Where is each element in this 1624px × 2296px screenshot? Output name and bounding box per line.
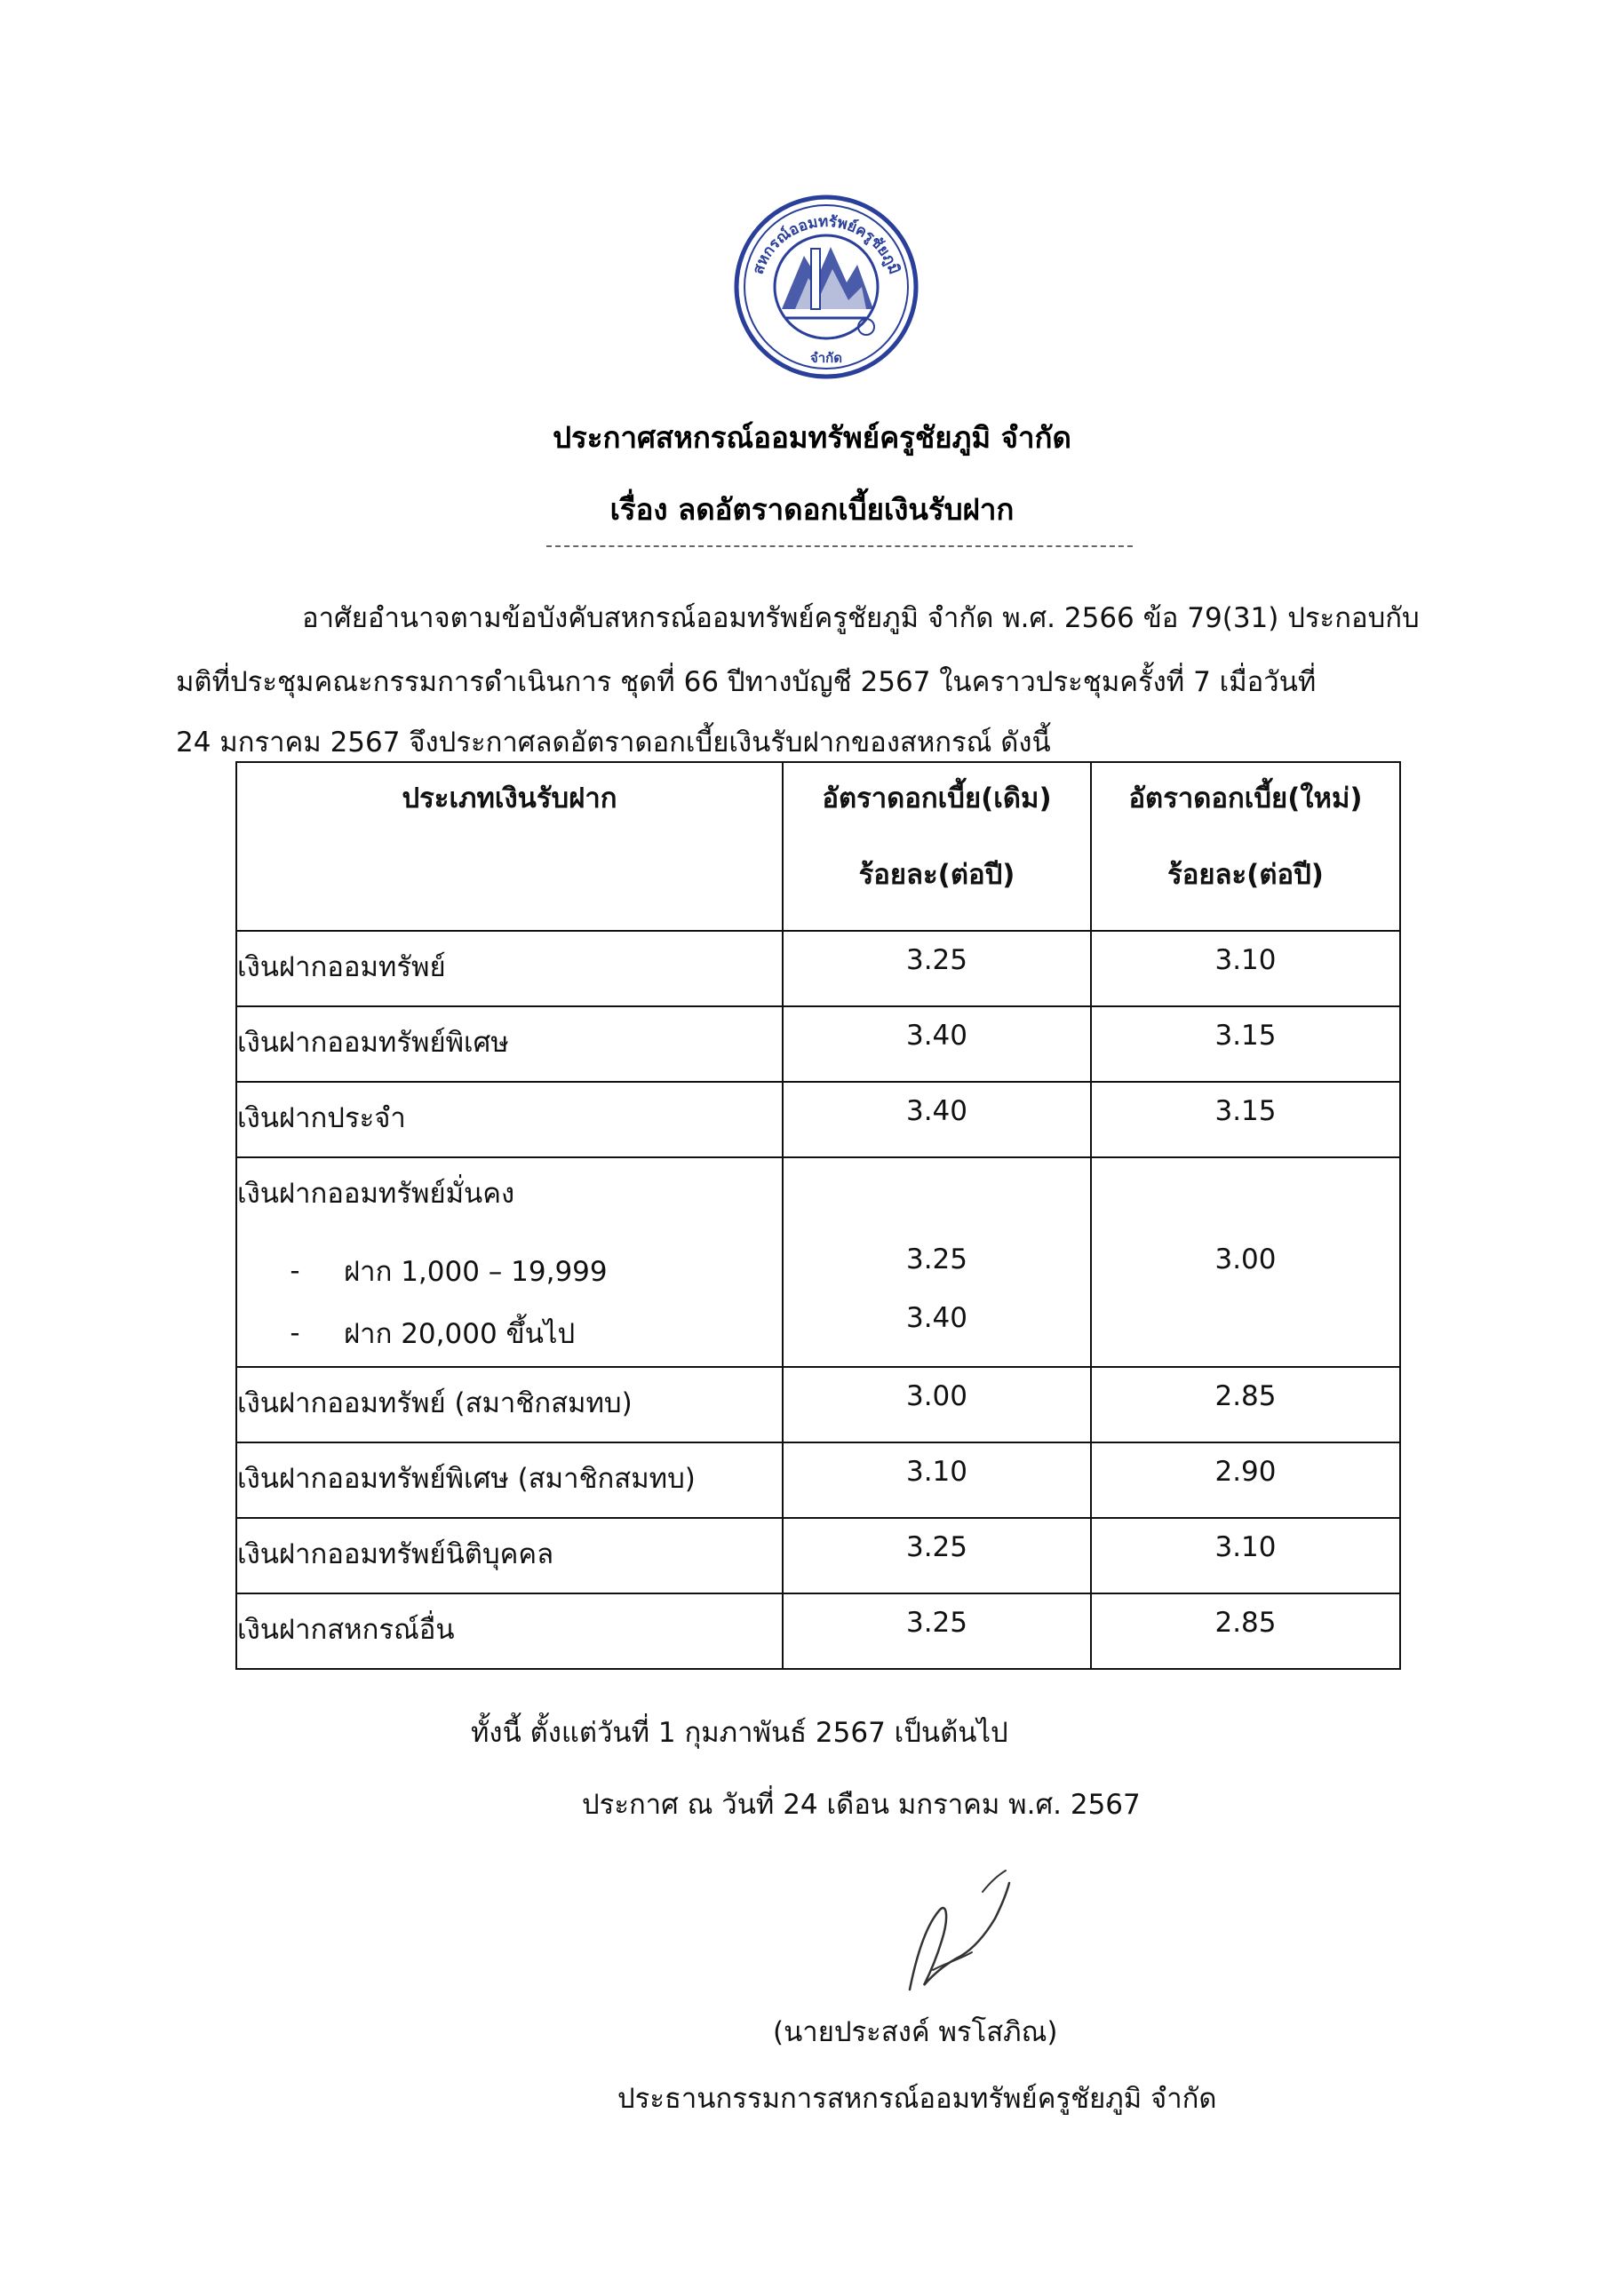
deposit-type: เงินฝากออมทรัพย์มั่นคง (237, 1178, 515, 1210)
old-rate: 3.40 (905, 1302, 968, 1334)
deposit-type: เงินฝากสหกรณ์อื่น (237, 1614, 455, 1646)
handwritten-signature-icon (897, 1856, 1013, 1998)
header-old-rate: อัตราดอกเบี้ย(เดิม) ร้อยละ(ต่อปี) (783, 762, 1091, 931)
old-rate: 3.25 (905, 1607, 968, 1639)
table-row (236, 931, 1400, 1006)
new-rate: 2.90 (1214, 1456, 1277, 1488)
effective-date: ทั้งนี้ ตั้งแต่วันที่ 1 กุมภาพันธ์ 2567 เป็นต้นไป (471, 1717, 1008, 1749)
old-rate: 3.25 (905, 1531, 968, 1563)
header-deposit-type: ประเภทเงินรับฝาก (236, 762, 783, 931)
new-rate: 2.85 (1214, 1380, 1277, 1412)
paragraph-line: อาศัยอำนาจตามข้อบังคับสหกรณ์ออมทรัพย์ครูชัยภูมิ จำกัด พ.ศ. 2566 ข้อ 79(31) ประกอบกับ (302, 602, 1420, 634)
table-row (236, 1367, 1400, 1442)
deposit-type: เงินฝากออมทรัพย์นิติบุคคล (237, 1538, 554, 1570)
paragraph-line: มติที่ประชุมคณะกรรมการดำเนินการ ชุดที่ 66 ปีทางบัญชี 2567 ในคราวประชุมครั้งที่ 7 เมื่อวันที่ (176, 666, 1317, 698)
sub-item (237, 1311, 782, 1355)
announcement-title: ประกาศสหกรณ์ออมทรัพย์ครูชัยภูมิ จำกัด (553, 420, 1071, 455)
sub-item-label: ฝาก 1,000 – 19,999 (344, 1256, 608, 1288)
deposit-type: เงินฝากออมทรัพย์พิเศษ (237, 1027, 509, 1059)
table-row (236, 1518, 1400, 1593)
divider (546, 545, 1133, 547)
sub-item-dash: - (290, 1255, 300, 1287)
table-row (236, 1442, 1400, 1518)
table-row (236, 1082, 1400, 1157)
signer-name: (นายประสงค์ พรโสภิณ) (773, 2016, 1058, 2048)
announcement-date: ประกาศ ณ วันที่ 24 เดือน มกราคม พ.ศ. 2567 (582, 1789, 1141, 1821)
new-rate: 3.15 (1214, 1020, 1277, 1052)
sub-item-label: ฝาก 20,000 ขึ้นไป (344, 1318, 576, 1350)
interest-rate-table (235, 761, 1401, 1670)
cooperative-seal-icon (733, 194, 919, 380)
signer-title: ประธานกรรมการสหกรณ์ออมทรัพย์ครูชัยภูมิ จำกัด (617, 2083, 1217, 2115)
table-row-stable-savings (236, 1157, 1400, 1367)
sub-item (237, 1249, 782, 1293)
sub-item-dash: - (290, 1317, 300, 1349)
paragraph-line: 24 มกราคม 2567 จึงประกาศลดอัตราดอกเบี้ยเงินรับฝากของสหกรณ์ ดังนี้ (176, 727, 1051, 759)
table-row (236, 1006, 1400, 1082)
old-rate: 3.40 (905, 1095, 968, 1127)
old-rate: 3.25 (905, 1243, 968, 1275)
svg-text:สหกรณ์ออมทรัพย์ครูชัยภูมิ: สหกรณ์ออมทรัพย์ครูชัยภูมิ (749, 212, 904, 277)
header-new-rate: อัตราดอกเบี้ย(ใหม่) ร้อยละ(ต่อปี) (1091, 762, 1400, 931)
old-rate: 3.10 (905, 1456, 968, 1488)
table-header-row (236, 762, 1400, 931)
old-rate: 3.00 (905, 1380, 968, 1412)
svg-text:จำกัด: จำกัด (809, 350, 843, 366)
new-rate: 3.15 (1214, 1095, 1277, 1127)
new-rate: 3.10 (1214, 1531, 1277, 1563)
new-rate: 3.00 (1214, 1243, 1277, 1275)
deposit-type: เงินฝากประจำ (237, 1102, 406, 1134)
old-rate: 3.25 (905, 944, 968, 976)
new-rate: 3.10 (1214, 944, 1277, 976)
table-row (236, 1593, 1400, 1669)
announcement-subject: เรื่อง ลดอัตราดอกเบี้ยเงินรับฝาก (609, 492, 1015, 527)
new-rate: 2.85 (1214, 1607, 1277, 1639)
old-rate: 3.40 (905, 1020, 968, 1052)
deposit-type: เงินฝากออมทรัพย์พิเศษ (สมาชิกสมทบ) (237, 1463, 696, 1495)
deposit-type: เงินฝากออมทรัพย์ (237, 951, 446, 983)
deposit-type: เงินฝากออมทรัพย์ (สมาชิกสมทบ) (237, 1387, 633, 1419)
